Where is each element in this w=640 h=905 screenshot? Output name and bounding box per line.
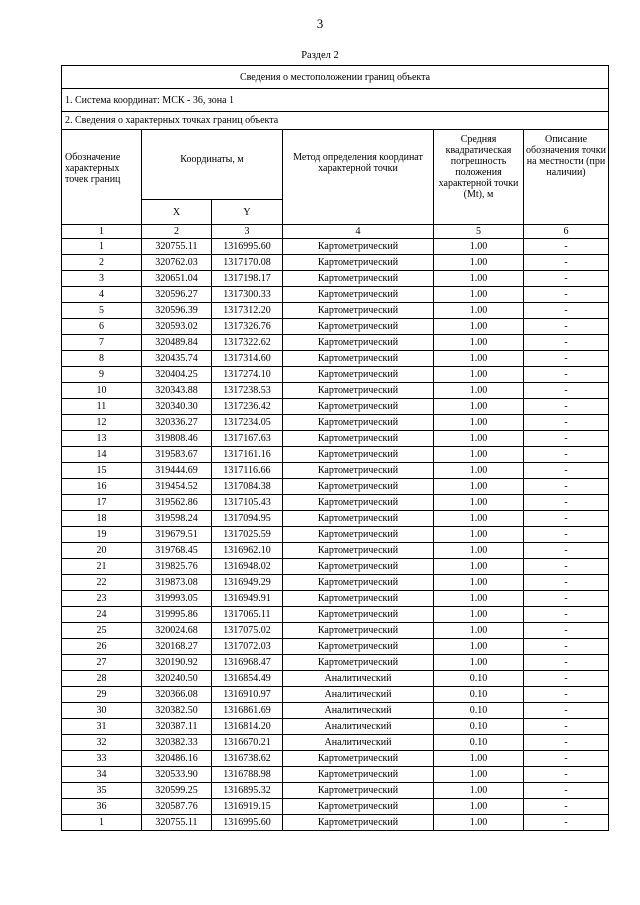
coord-y: 1317234.05 [212,415,283,431]
method: Картометрический [283,335,434,351]
coord-x: 319993.05 [142,591,212,607]
error-value: 1.00 [434,415,524,431]
error-value: 1.00 [434,575,524,591]
error-value: 1.00 [434,511,524,527]
description: - [524,383,609,399]
description: - [524,559,609,575]
table-title: Сведения о местоположении границ объекта [62,66,609,89]
error-value: 1.00 [434,351,524,367]
table-row [62,783,609,799]
table-row [62,815,609,831]
description: - [524,287,609,303]
coord-y: 1316948.02 [212,559,283,575]
error-value: 1.00 [434,623,524,639]
point-number: 3 [62,271,142,287]
description: - [524,415,609,431]
coord-x: 319454.52 [142,479,212,495]
coord-x: 320382.50 [142,703,212,719]
column-number: 6 [524,225,609,239]
method: Картометрический [283,751,434,767]
description: - [524,527,609,543]
method: Картометрический [283,319,434,335]
table-row [62,319,609,335]
description: - [524,607,609,623]
description: - [524,735,609,751]
description: - [524,495,609,511]
error-value: 1.00 [434,319,524,335]
column-number: 4 [283,225,434,239]
error-value: 1.00 [434,799,524,815]
point-number: 8 [62,351,142,367]
method: Картометрический [283,511,434,527]
method: Картометрический [283,303,434,319]
error-value: 1.00 [434,399,524,415]
error-value: 1.00 [434,591,524,607]
coord-x: 319768.45 [142,543,212,559]
point-number: 18 [62,511,142,527]
coord-x: 320533.90 [142,767,212,783]
description: - [524,367,609,383]
coord-x: 320596.39 [142,303,212,319]
coord-x: 320486.16 [142,751,212,767]
coord-y: 1317274.10 [212,367,283,383]
description: - [524,703,609,719]
description: - [524,511,609,527]
coord-x: 319562.86 [142,495,212,511]
method: Картометрический [283,239,434,255]
boundary-table [61,65,609,831]
table-row [62,287,609,303]
coord-y: 1317072.03 [212,639,283,655]
description: - [524,623,609,639]
header-method: Метод определения координат характерной точки [283,130,434,225]
coord-y: 1317238.53 [212,383,283,399]
coord-y: 1316968.47 [212,655,283,671]
method: Картометрический [283,799,434,815]
coord-y: 1316910.97 [212,687,283,703]
coord-y: 1317167.63 [212,431,283,447]
coord-x: 319808.46 [142,431,212,447]
description: - [524,303,609,319]
column-number: 2 [142,225,212,239]
points-heading-row: 2. Сведения о характерных точках границ объекта [62,112,609,130]
coord-x: 319679.51 [142,527,212,543]
coord-y: 1317236.42 [212,399,283,415]
point-number: 25 [62,623,142,639]
error-value: 1.00 [434,303,524,319]
point-number: 19 [62,527,142,543]
coord-x: 320599.25 [142,783,212,799]
description: - [524,543,609,559]
method: Аналитический [283,719,434,735]
error-value: 1.00 [434,655,524,671]
point-number: 23 [62,591,142,607]
error-value: 1.00 [434,527,524,543]
column-number: 1 [62,225,142,239]
description: - [524,671,609,687]
coord-y: 1316854.49 [212,671,283,687]
point-number: 24 [62,607,142,623]
point-number: 13 [62,431,142,447]
table-row [62,255,609,271]
error-value: 1.00 [434,239,524,255]
table-row [62,303,609,319]
coord-y: 1316995.60 [212,239,283,255]
method: Картометрический [283,447,434,463]
table-row [62,431,609,447]
point-number: 36 [62,799,142,815]
error-value: 1.00 [434,543,524,559]
description: - [524,751,609,767]
point-number: 16 [62,479,142,495]
point-number: 31 [62,719,142,735]
coord-x: 320587.76 [142,799,212,815]
description: - [524,239,609,255]
method: Картометрический [283,575,434,591]
method: Картометрический [283,415,434,431]
method: Картометрический [283,527,434,543]
description: - [524,639,609,655]
error-value: 1.00 [434,287,524,303]
error-value: 1.00 [434,751,524,767]
method: Аналитический [283,735,434,751]
coord-x: 319598.24 [142,511,212,527]
coord-x: 319825.76 [142,559,212,575]
coord-system-row: 1. Система координат: МСК - 36, зона 1 [62,89,609,112]
table-row [62,415,609,431]
coord-x: 320404.25 [142,367,212,383]
coord-y: 1317065.11 [212,607,283,623]
method: Картометрический [283,383,434,399]
description: - [524,431,609,447]
method: Картометрический [283,495,434,511]
point-number: 1 [62,239,142,255]
description: - [524,687,609,703]
coord-y: 1316949.91 [212,591,283,607]
coord-y: 1317326.76 [212,319,283,335]
table-row [62,399,609,415]
error-value: 1.00 [434,783,524,799]
description: - [524,591,609,607]
coord-x: 320190.92 [142,655,212,671]
description: - [524,351,609,367]
point-number: 33 [62,751,142,767]
coord-x: 320340.30 [142,399,212,415]
error-value: 1.00 [434,639,524,655]
coord-x: 319444.69 [142,463,212,479]
table-row [62,335,609,351]
error-value: 1.00 [434,607,524,623]
coord-y: 1317116.66 [212,463,283,479]
point-number: 26 [62,639,142,655]
method: Картометрический [283,767,434,783]
table-row [62,559,609,575]
table-row [62,239,609,255]
error-value: 0.10 [434,671,524,687]
table-row [62,367,609,383]
method: Картометрический [283,255,434,271]
point-number: 4 [62,287,142,303]
coord-x: 320343.88 [142,383,212,399]
point-number: 32 [62,735,142,751]
coord-y: 1317322.62 [212,335,283,351]
table-row [62,591,609,607]
error-value: 1.00 [434,463,524,479]
header-description: Описание обозначения точки на местности (при наличии) [524,130,609,225]
point-number: 17 [62,495,142,511]
description: - [524,255,609,271]
coord-x: 320366.08 [142,687,212,703]
error-value: 1.00 [434,767,524,783]
point-number: 11 [62,399,142,415]
table-row [62,463,609,479]
coord-y: 1317105.43 [212,495,283,511]
method: Аналитический [283,671,434,687]
table-row [62,383,609,399]
point-number: 9 [62,367,142,383]
point-number: 7 [62,335,142,351]
coord-x: 320240.50 [142,671,212,687]
coord-y: 1317084.38 [212,479,283,495]
point-number: 15 [62,463,142,479]
table-row [62,639,609,655]
description: - [524,271,609,287]
coord-y: 1317161.16 [212,447,283,463]
description: - [524,479,609,495]
method: Картометрический [283,639,434,655]
method: Картометрический [283,655,434,671]
point-number: 2 [62,255,142,271]
method: Аналитический [283,703,434,719]
column-numbers-row [62,225,609,239]
header-x: X [142,200,212,225]
point-number: 35 [62,783,142,799]
coord-x: 320596.27 [142,287,212,303]
method: Картометрический [283,607,434,623]
method: Картометрический [283,271,434,287]
coord-y: 1316738.62 [212,751,283,767]
method: Картометрический [283,623,434,639]
point-number: 1 [62,815,142,831]
point-number: 34 [62,767,142,783]
point-number: 20 [62,543,142,559]
coord-y: 1317075.02 [212,623,283,639]
error-value: 1.00 [434,335,524,351]
description: - [524,463,609,479]
column-number: 3 [212,225,283,239]
coord-y: 1316895.32 [212,783,283,799]
header-coordinates: Координаты, м [142,130,283,200]
method: Картометрический [283,463,434,479]
table-row [62,703,609,719]
table-row [62,799,609,815]
error-value: 0.10 [434,735,524,751]
error-value: 0.10 [434,703,524,719]
coord-y: 1316670.21 [212,735,283,751]
point-number: 21 [62,559,142,575]
description: - [524,655,609,671]
coord-y: 1317094.95 [212,511,283,527]
point-number: 14 [62,447,142,463]
error-value: 1.00 [434,367,524,383]
coord-x: 319873.08 [142,575,212,591]
point-number: 6 [62,319,142,335]
table-row [62,351,609,367]
point-number: 12 [62,415,142,431]
section-title: Раздел 2 [301,50,339,61]
column-number: 5 [434,225,524,239]
coord-y: 1316919.15 [212,799,283,815]
error-value: 0.10 [434,719,524,735]
table-row [62,543,609,559]
point-number: 28 [62,671,142,687]
coord-x: 320755.11 [142,815,212,831]
method: Картометрический [283,287,434,303]
coord-x: 320387.11 [142,719,212,735]
table-row [62,655,609,671]
header-y: Y [212,200,283,225]
header-error: Средняя квадратическая погрешность положения характерной точки (Mt), м [434,130,524,225]
description: - [524,799,609,815]
description: - [524,335,609,351]
description: - [524,575,609,591]
description: - [524,815,609,831]
table-row [62,671,609,687]
coord-x: 320489.84 [142,335,212,351]
table-row [62,735,609,751]
error-value: 1.00 [434,383,524,399]
table-row [62,271,609,287]
method: Картометрический [283,559,434,575]
error-value: 1.00 [434,479,524,495]
description: - [524,767,609,783]
error-value: 0.10 [434,687,524,703]
table-row [62,527,609,543]
coord-x: 320651.04 [142,271,212,287]
table-row [62,479,609,495]
table-row [62,495,609,511]
point-number: 30 [62,703,142,719]
error-value: 1.00 [434,255,524,271]
coord-y: 1317198.17 [212,271,283,287]
table-row [62,719,609,735]
coord-x: 320382.33 [142,735,212,751]
page-number: 3 [316,16,324,31]
header-designation: Обозначение характерных точек границ [62,130,142,225]
coord-x: 319995.86 [142,607,212,623]
coord-y: 1316995.60 [212,815,283,831]
error-value: 1.00 [434,815,524,831]
coord-x: 320336.27 [142,415,212,431]
table-row [62,623,609,639]
coord-x: 320762.03 [142,255,212,271]
point-number: 27 [62,655,142,671]
method: Картометрический [283,399,434,415]
table-row [62,767,609,783]
coord-x: 320435.74 [142,351,212,367]
coord-y: 1316861.69 [212,703,283,719]
method: Картометрический [283,431,434,447]
method: Картометрический [283,783,434,799]
method: Аналитический [283,687,434,703]
coord-x: 320024.68 [142,623,212,639]
coord-x: 320593.02 [142,319,212,335]
table-row [62,687,609,703]
method: Картометрический [283,591,434,607]
coord-y: 1316949.29 [212,575,283,591]
coord-x: 320168.27 [142,639,212,655]
method: Картометрический [283,815,434,831]
coord-y: 1316814.20 [212,719,283,735]
coord-y: 1316788.98 [212,767,283,783]
point-number: 5 [62,303,142,319]
description: - [524,447,609,463]
point-number: 10 [62,383,142,399]
method: Картометрический [283,367,434,383]
point-number: 22 [62,575,142,591]
method: Картометрический [283,479,434,495]
coord-y: 1317025.59 [212,527,283,543]
point-number: 29 [62,687,142,703]
error-value: 1.00 [434,559,524,575]
method: Картометрический [283,543,434,559]
coord-y: 1317314.60 [212,351,283,367]
error-value: 1.00 [434,431,524,447]
description: - [524,399,609,415]
table-row [62,751,609,767]
error-value: 1.00 [434,495,524,511]
table-row [62,607,609,623]
table-row [62,511,609,527]
error-value: 1.00 [434,271,524,287]
description: - [524,783,609,799]
error-value: 1.00 [434,447,524,463]
table-row [62,575,609,591]
coord-x: 320755.11 [142,239,212,255]
coord-x: 319583.67 [142,447,212,463]
method: Картометрический [283,351,434,367]
coord-y: 1317170.08 [212,255,283,271]
coord-y: 1317300.33 [212,287,283,303]
table-row [62,447,609,463]
coord-y: 1316962.10 [212,543,283,559]
description: - [524,719,609,735]
coord-y: 1317312.20 [212,303,283,319]
description: - [524,319,609,335]
